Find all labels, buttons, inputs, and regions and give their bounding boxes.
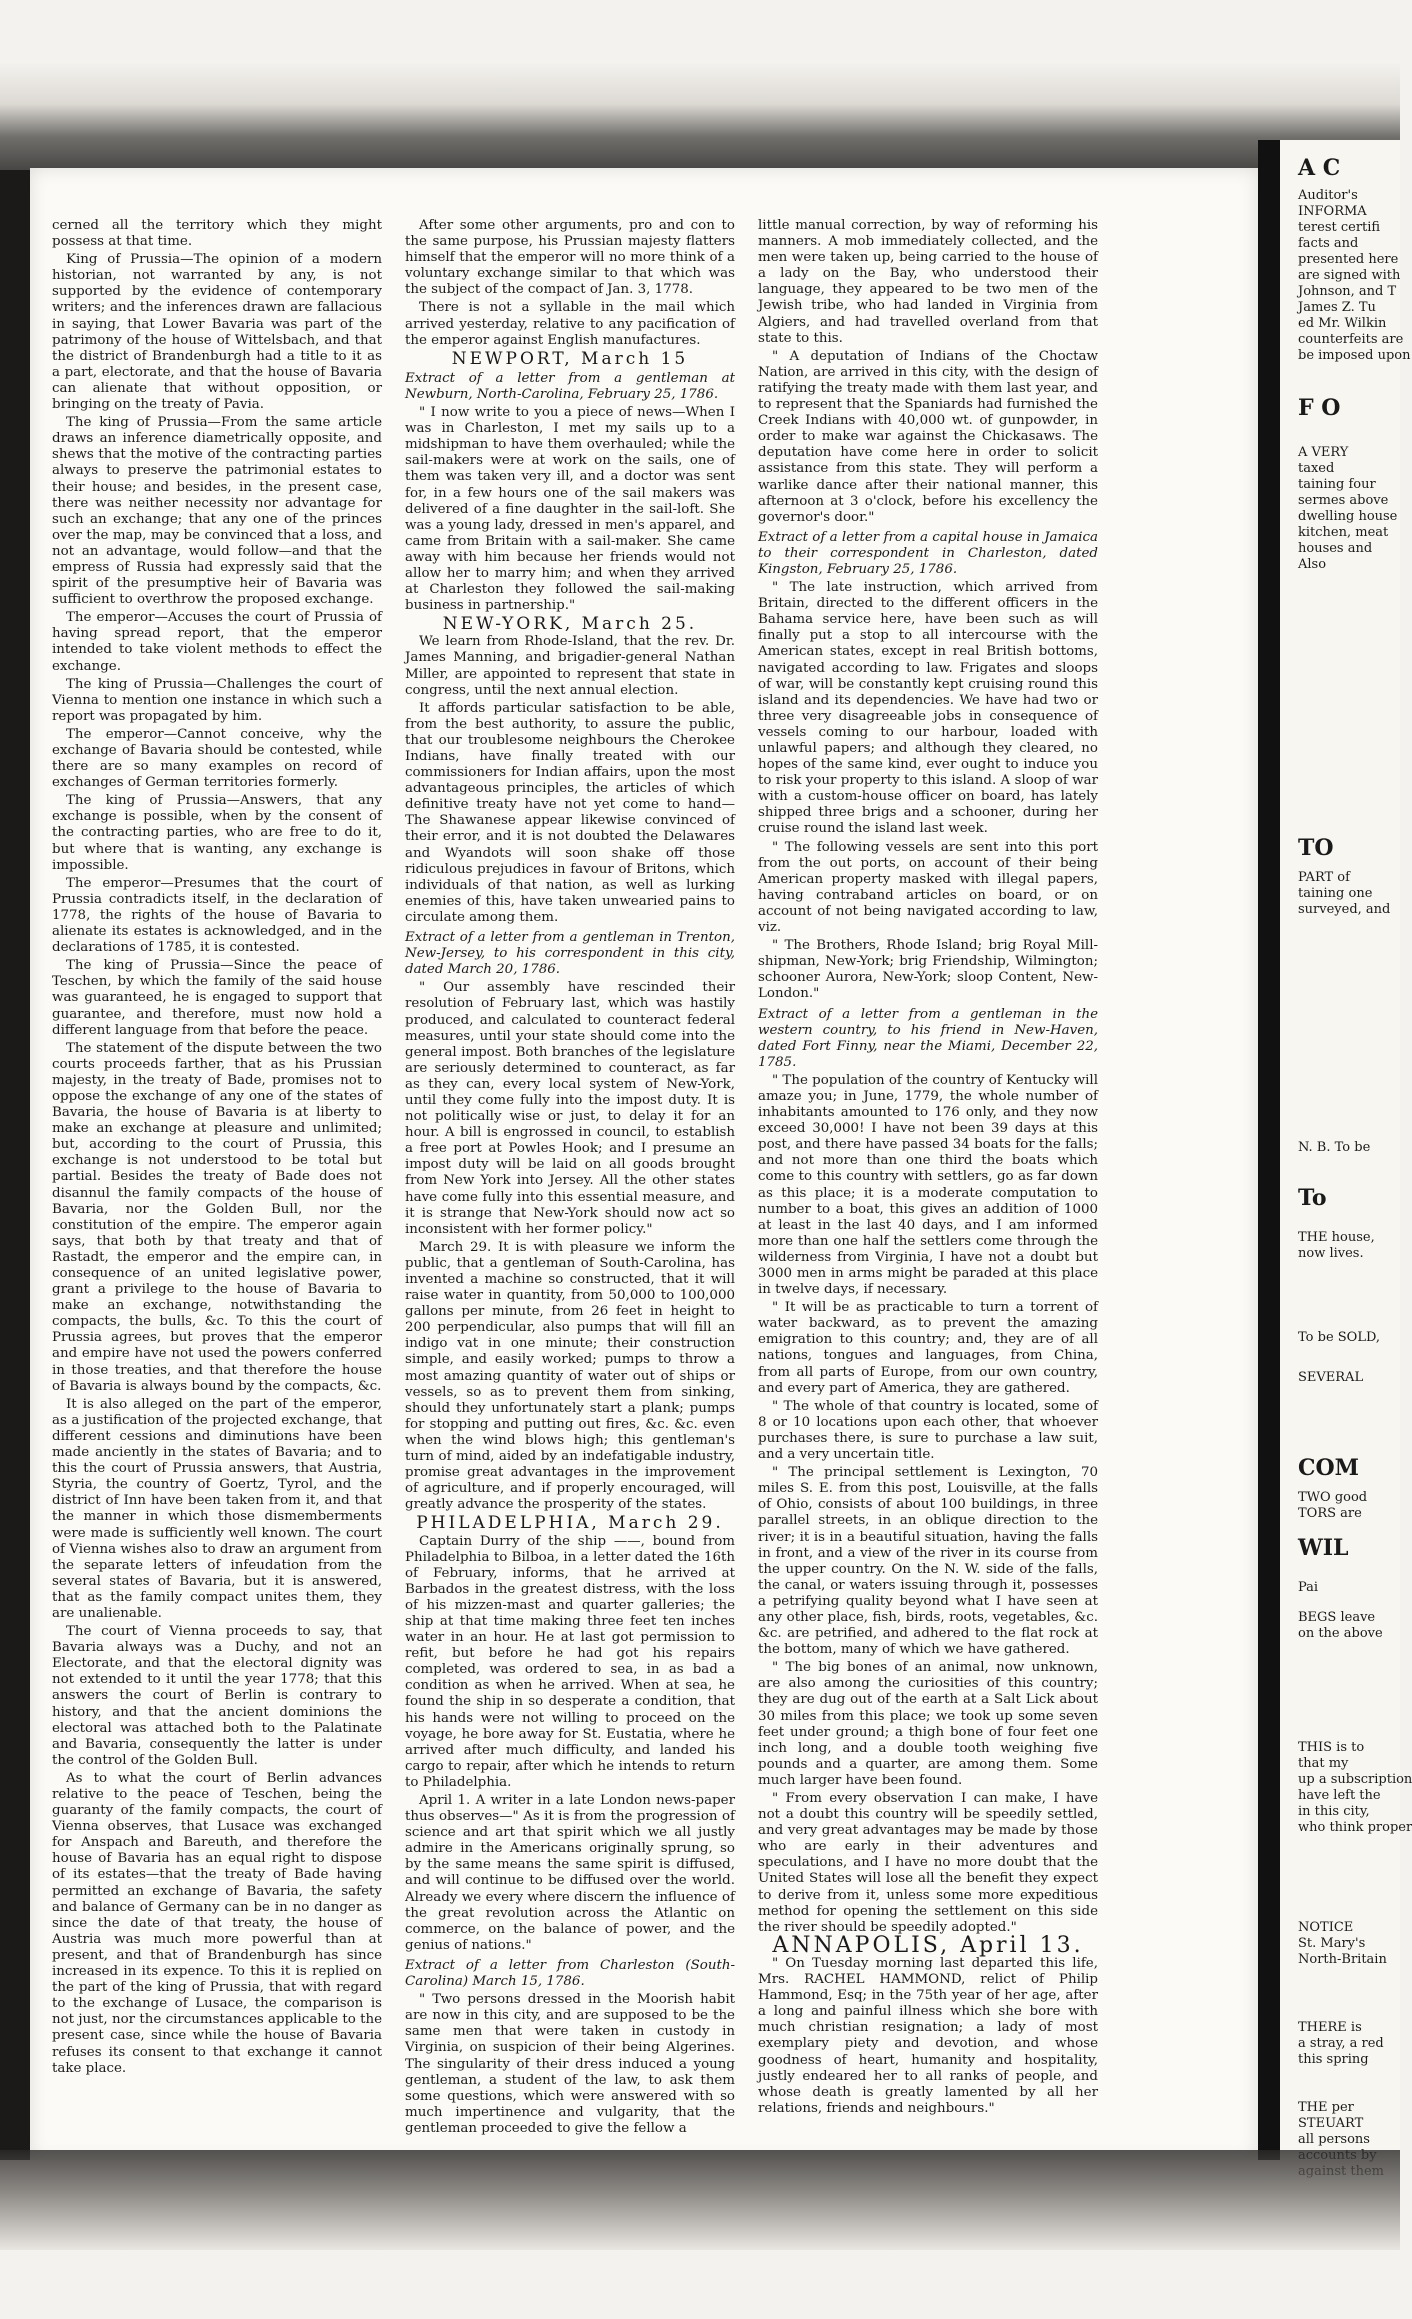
right-intro: little manual correction, by way of reforming his manners. A mob immediately collected, and the men were taken up, being carried to the house of a lady on the Bay, who understood their language, they appeared to be two men of the Jewish tribe, who had landed in Virginia from Algiers, and had travelled overland from that state to this. [758,218,1098,346]
adjacent-page-line: N. B. To be [1298,1140,1371,1155]
adjacent-page-line: a stray, a red [1298,2036,1384,2051]
kentucky-text-3: " The whole of that country is located, some of 8 or 10 locations upon each other, that whoever purchases there, is sure to purchase a law suit, and a very uncertain title. [758,1398,1098,1463]
col-left-paragraphs [52,252,382,2077]
paragraph-text: Since the peace of Teschen, by which the family of the said house was guaranteed, he is engaged to support that guarantee, and therefore, must now hold a different language from that before the peace. [52,958,382,1038]
paragraph-text: Answers, that any exchange is possible, when by the consent of the contracting parties, who are free to do it, but where that is wanting, any exchange is impossible. [52,793,383,873]
philadelphia-dateline: PHILADELPHIA, March 29. [416,1513,724,1534]
newport-dateline: NEWPORT, March 15 [451,348,689,369]
newspaper-page [30,168,1258,2160]
adjacent-page-line: TWO good [1298,1490,1368,1505]
col-left-paragraph [52,1771,382,2077]
adjacent-page-line: STEUART [1298,2116,1364,2131]
april1-text: April 1. A writer in a late London news-paper thus observes—" As it is from the progression of science and art that spirit which we all justly admire in the Americans originally sprung, so by the same means the same spirit is diffused, and will continue to be diffused over the world. Already we every where discern the influence of the great revolution across the Atlantic on commerce, on the balance of power, and the genius of nations." [405,1793,735,1953]
newyork-text-1: We learn from Rhode-Island, that the rev. Dr. James Manning, and brigadier-general Nathan Miller, are appointed to represent that state in congress, until the next annual election. [405,634,735,698]
adjacent-page-line: A C [1298,155,1341,181]
adjacent-page-line: facts and [1298,236,1359,251]
col-left-paragraph [52,1624,382,1769]
march29-text: March 29. It is with pleasure we inform the public, that a gentleman of South-Carolina, has invented a machine so constructed, that it will raise water in quantity, from 50,000 to 100,000 gallons per minute, from 26 feet in height to 200 perpendicular, also pumps that will fill an indigo vat in one minute; their construction simple, and easily worked; pumps to throw a most amazing quantity of water out of ships or vessels, so as to prevent them from sinking, should they unfortunately start a plank; pumps for stopping and putting out fires, &c. &c. even when the wind blows high; this gentleman's turn of mind, aided by an indefatigable industry, promise great advantages in the improvement of agriculture, and if properly encouraged, will greatly advance the prosperity of the states. [405,1239,735,1513]
adjacent-page-line: THE per [1298,2100,1354,2115]
adjacent-page-line: A VERY [1298,445,1349,460]
adjacent-page-line: taining one [1298,886,1373,901]
adjacent-page-line: surveyed, and [1298,902,1391,917]
paragraph-text: The court of Vienna proceeds to say, that Bavaria always was a Duchy, and not an Electorate, and that the electoral dignity was not extended to it until the year 1778; that this answers the court of Berlin is contrary to history, and that the ancient dominions the electoral was attached both to the Palatinate and Bavaria, consequently the latter is under the control of the Golden Bull. [52,1624,382,1768]
adjacent-page-line: in this city, [1298,1804,1370,1819]
col-left-start: cerned all the territory which they might possess at that time. [52,218,382,250]
adjacent-page-line: NOTICE [1298,1920,1354,1935]
adjacent-page-line: have left the [1298,1788,1381,1803]
adjacent-page-line: TO [1298,835,1334,861]
col-left-paragraph [52,252,382,413]
vessels-list: " The Brothers, Rhode Island; brig Royal Mill-shipman, New-York; brig Friendship, Wilmington; schooner Aurora, New-York; sloop Content, New-London." [758,938,1098,1002]
adjacent-page-line: are signed with [1298,268,1401,283]
newport-extract-heading: Extract of a letter from a gentleman at Newburn, North-Carolina, February 25, 1786. [405,370,735,402]
adjacent-page-line: this spring [1298,2052,1369,2067]
paragraph-lead: The emperor— [66,875,174,891]
kentucky-text-1: " The population of the country of Kentucky will amaze you; in June, 1779, the whole number of inhabitants amounted to 176 only, and they now exceed 30,000! I have not been 39 days at this post, and there have passed 34 boats for the falls; and not more than one third the boats which come to this country with settlers, go as far down as this place; it is a moderate computation to number to a boat, this gives an addition of 1000 at least in the last 40 days, and I am informed more than one half the settlers come through the wilderness from Virginia, I have not a doubt but 3000 men in arms might be paraded at this place in twelve days, if necessary. [758,1072,1098,1298]
adjacent-page-line: taining four [1298,477,1376,492]
newyork-dateline: NEW-YORK, March 25. [442,614,698,635]
adjacent-page-line: To [1298,1185,1327,1211]
annapolis-text: " On Tuesday morning last departed this life, Mrs. RACHEL HAMMOND, relict of Philip Hammond, Esq; in the 75th year of her age, after a long and painful illness which she bore with much christian resignation; a lady of most exemplary piety and devotion, and whose goodness of heart, humanity and hospitality, justly endeared her to all ranks of people, and whose death is greatly lamented by all her relations, friends and neighbours." [758,1955,1098,2116]
paragraph-text: Cannot conceive, why the exchange of Bavaria should be contested, while there are so many examples on record of exchanges of German territories formerly. [52,726,382,791]
adjacent-page-line: ed Mr. Wilkin [1298,316,1387,331]
vessels-text: " The following vessels are sent into this port from the out ports, on account of their being American property masked with illegal papers, having contraband articles on board, or on account of not being navigated according to law, viz. [758,839,1098,936]
adjacent-page-line: SEVERAL [1298,1370,1364,1385]
paragraph-text: It is also alleged on the part of the emperor, as a justification of the projected exchange, that different cessions and diminutions have been made anciently in the states of Bavaria; and to this the court of Prussia answers, that Austria, Styria, the country of Goertz, Tyrol, and the district of Inn have been taken from it, and that the manner in which those dismemberments were made is sufficiently well known. The court of Vienna wishes also to draw an argument from the separate letters of infeudation from the several states of Bavaria, but it is answered, that as the family compact unites them, they are unalienable. [52,1396,382,1621]
binding-edge [0,170,30,2160]
annapolis-dateline: ANNAPOLIS, April 13. [772,1932,1084,1958]
kentucky-text-4: " The principal settlement is Lexington, 70 miles S. E. from this post, Louisville, at the falls of Ohio, consists of about 100 buildings, in three parallel streets, in an oblique direction to the river; it is in a beautiful situation, having the falls in front, and a view of the river in its course from the upper country. On the N. W. side of the falls, the canal, or waters issuing through it, possesses a petrifying quality beyond what I have seen at any other place, fish, birds, roots, vegetables, &c. &c. are petrified, and adhered to the flat rock at the bottom, many of which we have gathered. [758,1465,1098,1658]
adjacent-page-line: St. Mary's [1298,1936,1366,1951]
kentucky-extract-heading: Extract of a letter from a gentleman in the western country, to his friend in New-Haven, dated Fort Finny, near the Miami, December 22, 1785. [758,1006,1098,1070]
adjacent-page-line: now lives. [1298,1246,1364,1261]
paragraph-lead: The king of Prussia— [66,958,234,974]
col-left-paragraph [52,415,382,608]
adjacent-page-line: kitchen, meat [1298,525,1389,540]
scan-bottom-shadow [0,2150,1400,2250]
paragraph-lead: The king of Prussia— [66,415,221,431]
charleston-extract-heading: Extract of a letter from Charleston (South-Carolina) March 15, 1786. [405,1957,735,1990]
mid-intro2: There is not a syllable in the mail which arrived yesterday, relative to any pacification of the emperor against English manufactures. [405,300,735,348]
col-left-paragraph [52,1041,382,1395]
mid-intro: After some other arguments, pro and con to the same purpose, his Prussian majesty flatters himself that the emperor will no more think of a voluntary exchange similar to that which was the subject of the compact of Jan. 3, 1778. [405,218,735,298]
adjacent-page-line: Auditor's [1298,188,1358,203]
adjacent-page-line: up a subscription [1298,1772,1412,1787]
adjacent-page-fragment [1280,140,1412,2160]
col-left-paragraph [52,610,382,674]
trenton-extract-heading: Extract of a letter from a gentleman in Trenton, New-Jersey, to his correspondent in this city, dated March 20, 1786. [405,930,735,978]
adjacent-page-line: F O [1298,395,1341,421]
adjacent-page-line: on the above [1298,1626,1383,1641]
adjacent-page-line: sermes above [1298,493,1389,508]
paragraph-lead: The king of Prussia— [66,793,241,809]
col-left-paragraph [52,793,382,873]
col-left-paragraph [52,876,382,956]
paragraph-lead: The emperor— [66,610,168,626]
adjacent-page-line: INFORMA [1298,204,1367,219]
adjacent-page-line: TORS are [1298,1506,1362,1521]
newport-text: " I now write to you a piece of news—When I was in Charleston, I met my sails up to a midshipman to have them overhauled; while the sail-makers were at work on the sails, one of them was taken very ill, and a doctor was sent for, in a few hours one of the sail makers was delivered of a fine daughter in the sail-loft. She was a young lady, dressed in men's apparel, and came from Britain with a sail-maker. She came away with him because her friends would not allow her to marry him; and when they arrived at Charleston they followed the sail-making business in partnership." [405,405,735,614]
jamaica-text: " The late instruction, which arrived from Britain, directed to the different officers in the Bahama service here, have been such as will finally put a stop to all intercourse with the American states, except in real British bottoms, navigated according to law. Frigates and sloops of war, will be constantly kept cruising round this island and its dependencies. We have had two or three very disagreeable jobs in consequence of vessels coming to our harbour, loaded with unlawful papers; and although they cleared, no hopes of the same kind, ever ought to induce you to risk your property to this island. A sloop of war with a custom-house officer on board, has lately shipped three brigs and a schooner, during her cruise round the island last week. [758,580,1098,837]
col-left-paragraph [52,677,382,725]
charleston-text: " Two persons dressed in the Moorish habit are now in this city, and are supposed to be the same men that were taken in custody in Virginia, on suspicion of their being Algerines. The singularity of their dress induced a young gentleman, a student of the law, to ask them some questions, which were answered with so much impertinence and vulgarity, that the gentleman proceeded to give the fellow a [405,1992,735,2136]
adjacent-page-line: who think proper [1298,1820,1412,1835]
adjacent-page-line: terest certifi [1298,220,1381,235]
adjacent-page-line: all persons [1298,2132,1370,2147]
column-middle [405,218,735,2148]
newyork-text-2: It affords particular satisfaction to be able, from the best authority, to assure the public, that our troublesome neighbours the Cherokee Indians, have finally treated with our commissioners for Indian affairs, upon the most advantageous principles, the articles of which definitive treaty have not yet come to hand—The Shawanese appear likewise convinced of their error, and it is not doubted the Delawares and Wyandots will soon shake off those ridiculous prejudices in favour of Britons, which individuals of that nation, as well as lurking enemies of this, have taken unwearied pains to circulate among them. [405,700,735,925]
paragraph-text: From the same article draws an inference diametrically opposite, and shews that the motive of the contracting parties always to preserve the patrimonial estates to their house; and besides, in the present case, there was neither necessity nor advantage for such an exchange; that any one of the princes over the map, may be convinced that a loss, and not an advantage, would follow—and that the empress of Russia had expressly said that the spirit of the presumptive heir of Bavaria was sufficient to overthrow the proposed exchange. [52,415,382,608]
column-left [52,218,382,2148]
paragraph-lead: The king of Prussia— [66,676,217,692]
paragraph-text: The statement of the dispute between the two courts proceeds farther, that as his Prussian majesty, in the treaty of Bade, promises not to oppose the exchange of any one of the states of Bavaria, the house of Bavaria is at liberty to make an exchange at pleasure and unlimited; but, according to the court of Prussia, this exchange is not understood to be total but partial. Besides the treaty of Bade does not disannul the family compacts of the house of Bavaria, nor the Golden Bull, nor the constitution of the empire. The emperor again says, that both by that treaty and that of Rastadt, the emperor and the empire can, in consequence of an united legislative power, grant a privilege to the house of Bavaria to make an exchange, notwithstanding the compacts, the bulls, &c. To this the court of Prussia agrees, but proves that the emperor and empire have not used the powers conferred in those treaties, and that therefore the house of Bavaria is always bound by the compacts, &c. [52,1040,382,1394]
adjacent-page-line: To be SOLD, [1298,1330,1381,1345]
kentucky-text-5: " The big bones of an animal, now unknown, are also among the curiosities of this country; they are dug out of the earth at a Salt Lick about 30 miles from this place; we took up some seven feet under ground; a thigh bone of four feet one inch long, and a double tooth weighing five pounds and a quarter, are among them. Some much larger have been found. [758,1660,1098,1788]
paragraph-text: Presumes that the court of Prussia contradicts itself, in the declaration of 1778, the rights of the house of Bavaria to alienate its estates is acknowledged, and in the declarations of 1785, it is contested. [52,875,382,956]
philadelphia-text: Captain Durry of the ship ——, bound from Philadelphia to Bilboa, in a letter dated the 16th of February, informs, that he arrived at Barbados in the greatest distress, with the loss of his mizzen-mast and quarter galleries; the ship at that time making three feet ten inches water in an hour. He at last got permission to refit, but before he had got his repairs completed, was ordered to sea, in as bad a condition as when he arrived. When at sea, he found the ship in so desperate a condition, that his hands were not willing to proceed on the voyage, he bore away for St. Eustatia, where he arrived after much difficulty, and landed his cargo to repair, after which he intends to return to Philadelphia. [405,1533,735,1790]
page-gutter [1258,140,1280,2160]
paragraph-text: The opinion of a modern historian, not warranted by any, is not supported by the evidence of contemporary writers; and the inferences drawn are fallacious in saying, that Lower Bavaria was part of the patrimony of the house of Wittelsbach, and that the district of Brandenburgh had a title to it as a part, electorate, and that the house of Bavaria can alienate that without opposition, or bringing on the treaty of Pavia. [52,252,382,413]
adjacent-page-line: PART of [1298,870,1350,885]
adjacent-page-line: THIS is to [1298,1740,1365,1755]
adjacent-page-line: James Z. Tu [1298,300,1376,315]
adjacent-page-line: THERE is [1298,2020,1362,2035]
adjacent-page-line: Johnson, and T [1298,284,1397,299]
paragraph-text: Challenges the court of Vienna to mention one instance in which such a report was propagated by him. [52,676,382,724]
adjacent-page-line: that my [1298,1756,1349,1771]
adjacent-page-line: Also [1298,557,1327,572]
adjacent-page-line: taxed [1298,461,1335,476]
paragraph-lead: The emperor— [66,726,178,742]
trenton-text: " Our assembly have rescinded their resolution of February last, which was hastily produced, and calculated to counteract federal measures, until your state should come into the general impost. Both branches of the legislature are seriously determined to counteract, as far as they can, every local system of New-York, until they come fully into the impost duty. It is not politically wise or just, to delay it for an hour. A bill is engrossed in council, to establish a free port at Powles Hook; and I presume an impost duty will be laid on all goods brought from New York into Jersey. All the other states have come fully into this essential measure, and it is strange that New-York should now act so inconsistent with her former policy." [405,980,735,1237]
scan-top-shadow [0,60,1400,170]
paragraph-text: Accuses the court of Prussia of having spread report, that the emperor intended to take violent methods to effect the exchange. [52,610,382,674]
adjacent-page-line: WIL [1298,1535,1349,1561]
adjacent-page-line: Pai [1298,1580,1319,1595]
col-left-paragraph [52,958,382,1038]
paragraph-lead: King of Prussia— [66,252,194,268]
adjacent-page-line: THE house, [1298,1230,1375,1245]
column-right [758,218,1098,2148]
jamaica-extract-heading: Extract of a letter from a capital house in Jamaica to their correspondent in Charleston, dated Kingston, February 25, 1786. [758,529,1098,577]
paragraph-text: As to what the court of Berlin advances relative to the peace of Teschen, being the guaranty of the family compacts, the court of Vienna observes, that Lusace was exchanged for Anspach and Bareuth, and therefore the house of Bavaria has an equal right to dispose of its estates—that the treaty of Bade having permitted an exchange of Bavaria, the safety and balance of Germany can be in no danger as since the date of that treaty, the house of Austria was much more powerful than at present, and that of Brandenburgh has since increased in its expence. To this it is replied on the part of the king of Prussia, that with regard to the exchange of Lusace, the comparison is not just, nor the circumstances applicable to the present case, since while the house of Bavaria refuses its consent to that exchange it cannot take place. [52,1770,382,2076]
kentucky-text-2: " It will be as practicable to turn a torrent of water backward, as to prevent the amazing emigration to this country; and, they are of all nations, tongues and languages, from China, from all parts of Europe, from our own country, and every part of America, they are gathered. [758,1300,1098,1396]
adjacent-page-line: counterfeits are [1298,332,1404,347]
col-left-paragraph [52,727,382,791]
adjacent-page-line: COM [1298,1455,1360,1481]
choctaw-deputation: " A deputation of Indians of the Choctaw Nation, are arrived in this city, with the design of ratifying the treaty made with them last year, and to represent that the Spaniards had furnished the Creek Indians with 40,000 wt. of gunpowder, in order to make war against the Chickasaws. The deputation have come here in order to solicit assistance from this state. They will perform a warlike dance after their national manner, this afternoon at 3 o'clock, before his excellency the governor's door." [758,348,1098,525]
adjacent-page-line: BEGS leave [1298,1610,1376,1625]
adjacent-page-line: presented here [1298,252,1399,267]
adjacent-page-line: houses and [1298,541,1373,556]
adjacent-page-line: North-Britain [1298,1952,1387,1967]
col-left-paragraph [52,1397,382,1622]
kentucky-text-6: " From every observation I can make, I have not a doubt this country will be speedily settled, and very great advantages may be made by those who are early in their adventures and speculations, and I have no more doubt that the United States will lose all the benefit they expect to derive from it, unless some more expeditious method for opening the settlement on this side the river should be speedily adopted." [758,1791,1098,1935]
adjacent-page-line: be imposed upon [1298,348,1411,363]
adjacent-page-line: dwelling house [1298,509,1398,524]
